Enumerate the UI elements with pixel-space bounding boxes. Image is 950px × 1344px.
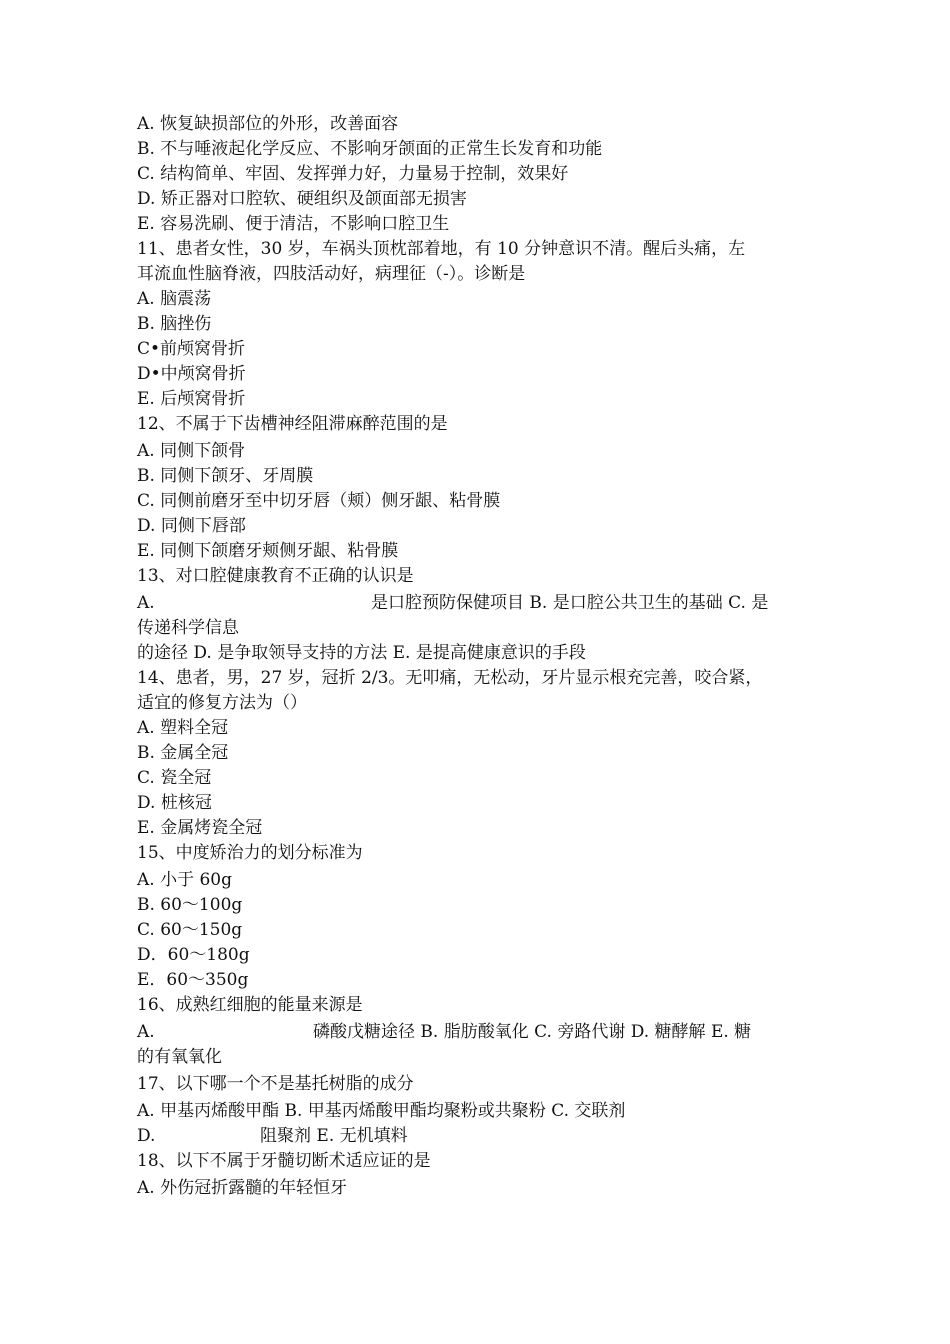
option-line: A. 小于 60g xyxy=(137,870,233,890)
option-line: D. 同侧下唇部 xyxy=(137,516,246,536)
option-label: A. xyxy=(137,593,155,613)
question-line: 11、患者女性，30 岁，车祸头顶枕部着地，有 10 分钟意识不清。醒后头痛，左 xyxy=(137,239,746,259)
option-line: B. 脑挫伤 xyxy=(137,314,212,334)
question-line: 12、不属于下齿槽神经阻滞麻醉范围的是 xyxy=(137,414,448,434)
option-line: E．60〜350g xyxy=(137,970,249,990)
question-line: 13、对口腔健康教育不正确的认识是 xyxy=(137,566,414,586)
option-line: A. 脑震荡 xyxy=(137,289,212,309)
option-label: A. xyxy=(137,1022,155,1042)
question-line: 适宜的修复方法为（） xyxy=(137,693,307,713)
question-line: 17、以下哪一个不是基托树脂的成分 xyxy=(137,1074,414,1094)
option-line: B. 金属全冠 xyxy=(137,743,229,763)
option-line: 阻聚剂 E. 无机填料 xyxy=(260,1126,408,1146)
question-line: 16、成熟红细胞的能量来源是 xyxy=(137,995,363,1015)
question-line: 18、以下不属于牙髓切断术适应证的是 xyxy=(137,1151,431,1171)
question-line: 耳流血性脑脊液，四肢活动好，病理征（-）。诊断是 xyxy=(137,264,526,284)
option-line: A. 同侧下颌骨 xyxy=(137,441,246,461)
option-line: D•中颅窝骨折 xyxy=(137,364,246,384)
option-line: E. 金属烤瓷全冠 xyxy=(137,818,263,838)
option-line: 磷酸戊糖途径 B. 脂肪酸氧化 C. 旁路代谢 D. 糖酵解 E. 糖 xyxy=(313,1022,752,1042)
option-line: A. 甲基丙烯酸甲酯 B. 甲基丙烯酸甲酯均聚粉或共聚粉 C. 交联剂 xyxy=(137,1101,626,1121)
option-line: D．60〜180g xyxy=(137,945,250,965)
option-line: C•前颅窝骨折 xyxy=(137,339,246,359)
option-line: 传递科学信息 xyxy=(137,618,239,638)
option-label: D. xyxy=(137,1126,156,1146)
option-line: A. 外伤冠折露髓的年轻恒牙 xyxy=(137,1178,348,1198)
option-line: 的途径 D. 是争取领导支持的方法 E. 是提高健康意识的手段 xyxy=(137,643,586,663)
question-line: 14、患者，男，27 岁，冠折 2/3。无叩痛，无松动，牙片显示根充完善，咬合紧， xyxy=(137,668,763,688)
option-line: C. 同侧前磨牙至中切牙唇（颊）侧牙龈、粘骨膜 xyxy=(137,491,501,511)
option-line: E. 同侧下颌磨牙颊侧牙龈、粘骨膜 xyxy=(137,541,399,561)
option-line: B. 同侧下颌牙、牙周膜 xyxy=(137,466,314,486)
option-line: C. 瓷全冠 xyxy=(137,768,212,788)
option-line: B. 60〜100g xyxy=(137,895,243,915)
option-line: C. 结构简单、牢固、发挥弹力好，力量易于控制，效果好 xyxy=(137,164,569,184)
option-line: E. 容易洗刷、便于清洁，不影响口腔卫生 xyxy=(137,214,450,234)
option-line: D. 桩核冠 xyxy=(137,793,212,813)
option-line: 是口腔预防保健项目 B. 是口腔公共卫生的基础 C. 是 xyxy=(371,593,769,613)
option-line: B. 不与唾液起化学反应、不影响牙颌面的正常生长发育和功能 xyxy=(137,139,603,159)
option-line: A. 塑料全冠 xyxy=(137,718,229,738)
option-line: D. 矫正器对口腔软、硬组织及颌面部无损害 xyxy=(137,189,467,209)
option-line: C. 60〜150g xyxy=(137,920,243,940)
option-line: A. 恢复缺损部位的外形，改善面容 xyxy=(137,114,399,134)
question-line: 15、中度矫治力的划分标准为 xyxy=(137,843,363,863)
option-line: E. 后颅窝骨折 xyxy=(137,389,246,409)
option-line: 的有氧氧化 xyxy=(137,1047,222,1067)
